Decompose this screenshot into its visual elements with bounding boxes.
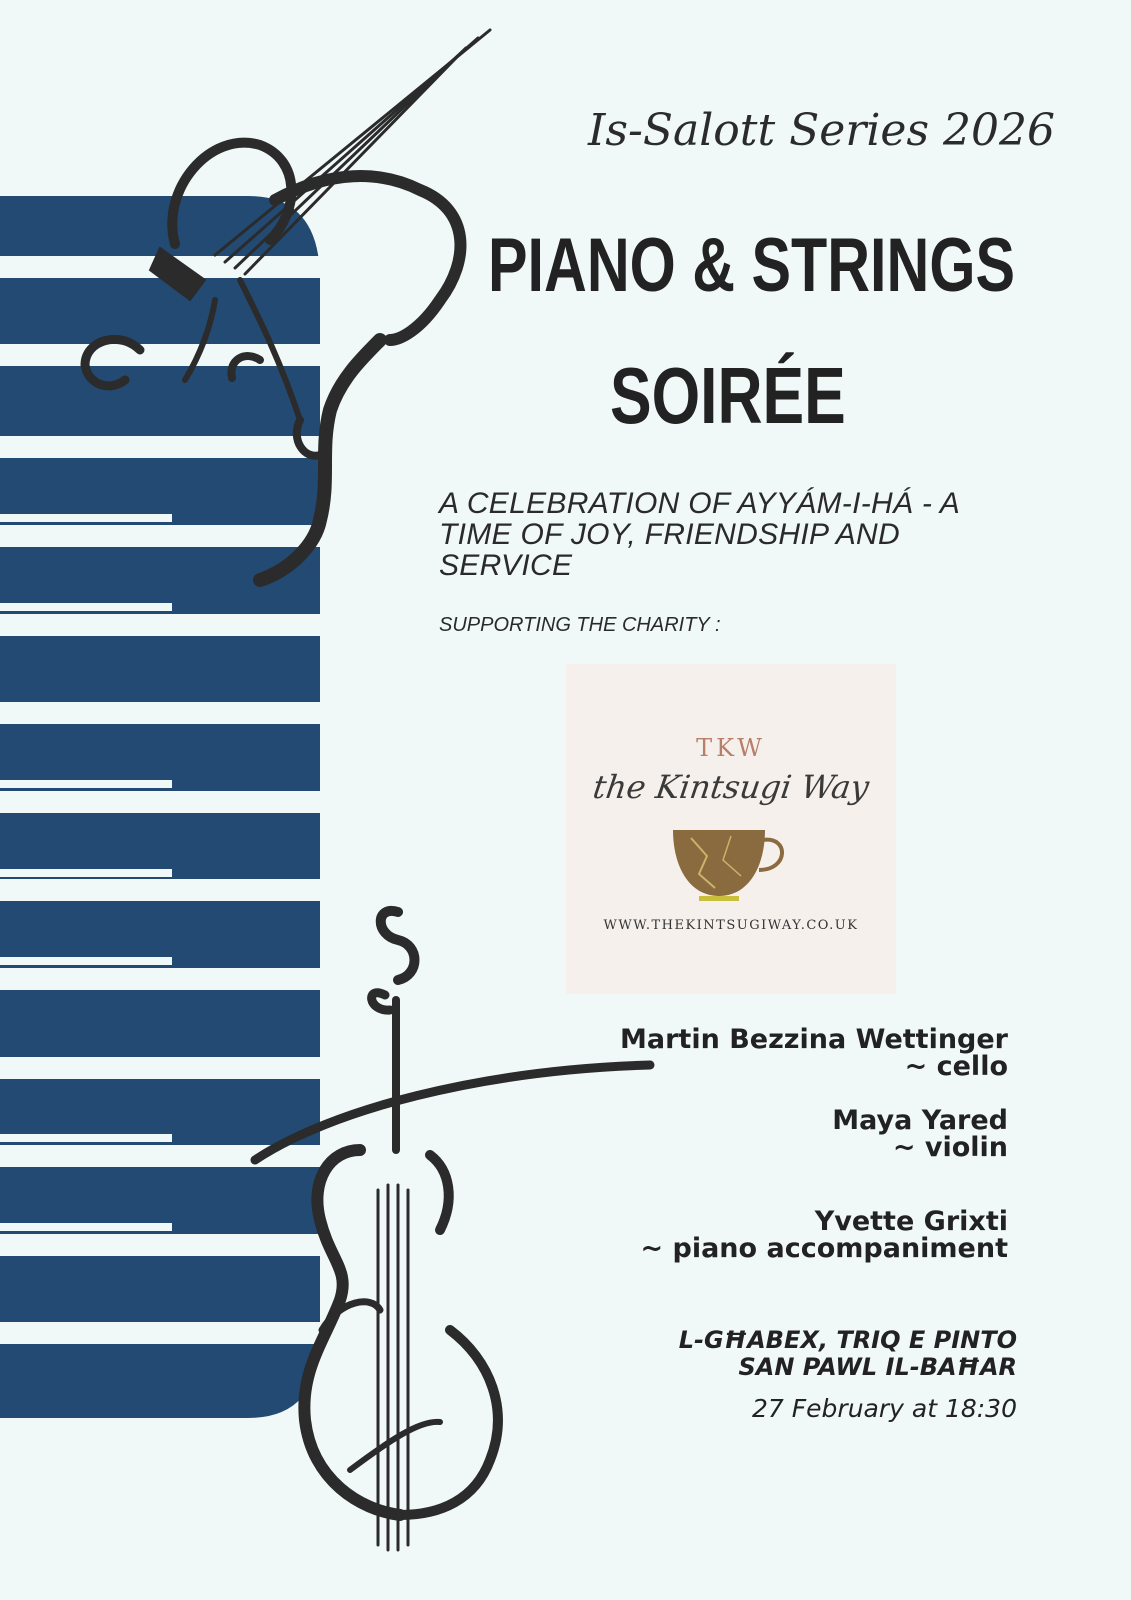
venue-line: SAN PAWL IL-BAĦAR xyxy=(738,1353,1017,1381)
series-title: Is-Salott Series 2026 xyxy=(588,105,1055,156)
subtitle-line: SERVICE xyxy=(439,549,573,582)
venue-line: L-GĦABEX, TRIQ E PINTO xyxy=(678,1326,1017,1354)
subtitle-line: TIME OF JOY, FRIENDSHIP AND xyxy=(439,518,900,551)
performer-role: ~ violin xyxy=(892,1132,1008,1163)
event-title-line1: PIANO & STRINGS xyxy=(488,223,1015,308)
charity-label: SUPPORTING THE CHARITY : xyxy=(439,614,721,636)
performer-name: Yvette Grixti xyxy=(814,1206,1008,1237)
performer-cello xyxy=(620,1026,1008,1080)
logo-name: the Kintsugi Way xyxy=(590,768,872,806)
performer-role: ~ cello xyxy=(904,1051,1008,1082)
teacup-icon xyxy=(671,826,791,906)
event-subtitle xyxy=(439,488,1049,581)
subtitle-line: A CELEBRATION OF AYYÁM-I-HÁ - A xyxy=(439,487,961,520)
logo-initials: TKW xyxy=(696,734,766,762)
charity-logo xyxy=(566,664,896,994)
performer-role: ~ piano accompaniment xyxy=(640,1233,1008,1264)
charity-url: WWW.THEKINTSUGIWAY.CO.UK xyxy=(603,918,859,933)
performer-piano xyxy=(640,1208,1008,1262)
venue-address xyxy=(679,1327,1017,1381)
event-title-line2: SOIRÉE xyxy=(610,351,846,440)
piano-keyboard xyxy=(0,196,320,1418)
performer-name: Martin Bezzina Wettinger xyxy=(620,1024,1008,1055)
performer-violin xyxy=(832,1107,1008,1161)
event-date: 27 February at 18:30 xyxy=(752,1394,1017,1423)
performer-name: Maya Yared xyxy=(832,1105,1008,1136)
